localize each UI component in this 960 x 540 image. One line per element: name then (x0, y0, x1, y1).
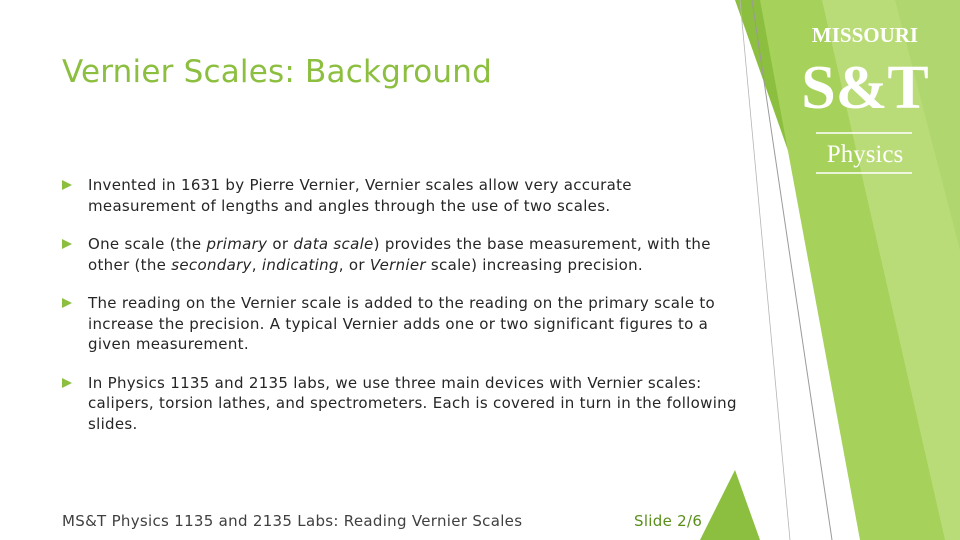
bullet-text-run: In Physics 1135 and 2135 labs, we use three main devices with Vernier scales: calipers, torsion lathes, and spectrometers. Each is covered in turn in the following slides. (88, 373, 737, 433)
bullet-item (62, 293, 742, 355)
bullet-text-run: scale) increasing precision. (425, 255, 643, 274)
bullet-list (62, 175, 742, 452)
bullet-text-run: , (251, 255, 262, 274)
bullet-text-italic: Vernier (369, 255, 426, 274)
arrow-bullet-icon (62, 180, 72, 190)
bottom-decor-triangle (700, 470, 760, 540)
bullet-text (88, 235, 711, 274)
bullet-text-run: ) provides the base measurement, with the other (the (88, 235, 711, 274)
bullet-text-italic: data scale (293, 235, 374, 253)
logo-st-text: S&T (801, 54, 929, 122)
bullet-text (88, 294, 715, 353)
bullet-text-run: , or (338, 255, 370, 274)
bullet-text-italic: primary (206, 235, 268, 253)
bullet-text-run: One scale (the (88, 235, 207, 253)
bullet-item (62, 234, 742, 275)
bullet-text-run: Invented in 1631 by Pierre Vernier, Vernier scales allow very accurate measurement of lengths and angles through the use of two scales. (88, 176, 632, 215)
bullet-text-italic: indicating (261, 255, 339, 274)
bullet-text (88, 374, 737, 433)
footer-slide-number: Slide 2/6 (634, 512, 703, 530)
bullet-text (88, 176, 632, 215)
bullet-text-italic: secondary (171, 255, 252, 274)
slide-title: Vernier Scales: Background (62, 54, 492, 90)
arrow-bullet-icon (62, 298, 72, 308)
arrow-bullet-icon (62, 378, 72, 388)
bullet-item (62, 175, 742, 216)
logo-missouri-text: MISSOURI (811, 23, 919, 47)
footer-course-title: MS&T Physics 1135 and 2135 Labs: Reading Vernier Scales (62, 512, 523, 530)
bullet-text-run: The reading on the Vernier scale is added to the reading on the primary scale to increase the precision. A typical Vernier adds one or two significant figures to a given measurement. (88, 294, 715, 353)
bullet-text-run: or (267, 235, 294, 253)
arrow-bullet-icon (62, 239, 72, 249)
bullet-item (62, 373, 742, 435)
missouri-st-physics-logo (798, 18, 933, 178)
logo-physics-text: Physics (826, 141, 904, 168)
